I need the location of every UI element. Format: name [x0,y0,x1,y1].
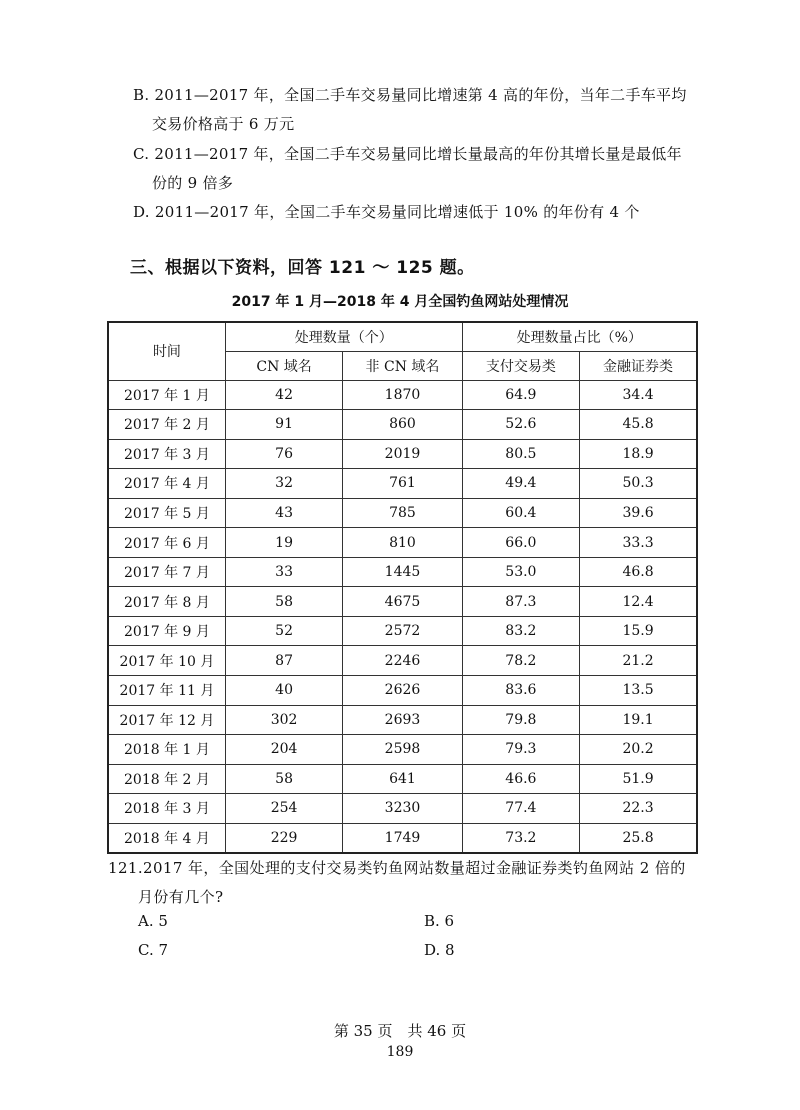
table-row [108,439,697,469]
cell-time: 2017 年 7 月 [108,557,225,587]
cell-noncn: 1445 [343,557,462,587]
cell-cn: 40 [225,675,342,705]
cell-time: 2017 年 1 月 [108,380,225,410]
cell-pay: 79.8 [462,705,579,735]
cell-cn: 254 [225,794,342,824]
cell-time: 2017 年 6 月 [108,528,225,558]
cell-pay: 60.4 [462,498,579,528]
header-time: 时间 [108,322,225,380]
option-b-line2: 交易价格高于 6 万元 [152,115,295,133]
cell-noncn: 761 [343,469,462,499]
table-row [108,616,697,646]
table-row [108,705,697,735]
cell-pay: 49.4 [462,469,579,499]
section-heading: 三、根据以下资料，回答 121 ～ 125 题。 [130,258,475,278]
subheader-fin: 金融证券类 [580,351,697,380]
cell-pay: 53.0 [462,557,579,587]
cell-pay: 80.5 [462,439,579,469]
question-line1: 121.2017 年，全国处理的支付交易类钓鱼网站数量超过金融证券类钓鱼网站 2 倍的 [108,859,686,877]
table-row [108,528,697,558]
table-row [108,469,697,499]
table-row [108,410,697,440]
table-row [108,587,697,617]
table-title: 2017 年 1 月—2018 年 4 月全国钓鱼网站处理情况 [231,294,569,310]
option-d-line1: D. 2011—2017 年，全国二手车交易量同比增速低于 10% 的年份有 4 个 [133,203,640,221]
subheader-noncn: 非 CN 域名 [343,351,462,380]
cell-noncn: 2572 [343,616,462,646]
cell-fin: 25.8 [580,823,697,853]
cell-cn: 33 [225,557,342,587]
cell-time: 2017 年 12 月 [108,705,225,735]
cell-noncn: 1870 [343,380,462,410]
cell-cn: 52 [225,616,342,646]
cell-time: 2018 年 4 月 [108,823,225,853]
cell-pay: 83.6 [462,675,579,705]
cell-cn: 19 [225,528,342,558]
table-row [108,498,697,528]
cell-fin: 12.4 [580,587,697,617]
cell-fin: 15.9 [580,616,697,646]
cell-pay: 78.2 [462,646,579,676]
header-count: 处理数量（个） [225,322,462,351]
cell-cn: 58 [225,587,342,617]
cell-pay: 52.6 [462,410,579,440]
cell-cn: 58 [225,764,342,794]
choice-d: D. 8 [424,941,455,959]
table-row [108,794,697,824]
cell-pay: 66.0 [462,528,579,558]
cell-fin: 46.8 [580,557,697,587]
cell-time: 2018 年 1 月 [108,735,225,765]
cell-time: 2017 年 5 月 [108,498,225,528]
subheader-cn: CN 域名 [225,351,342,380]
footer-page-number: 189 [386,1044,414,1060]
cell-noncn: 2626 [343,675,462,705]
cell-pay: 73.2 [462,823,579,853]
cell-cn: 91 [225,410,342,440]
cell-noncn: 810 [343,528,462,558]
cell-fin: 20.2 [580,735,697,765]
cell-fin: 34.4 [580,380,697,410]
cell-fin: 39.6 [580,498,697,528]
cell-noncn: 860 [343,410,462,440]
cell-noncn: 4675 [343,587,462,617]
cell-pay: 83.2 [462,616,579,646]
cell-cn: 302 [225,705,342,735]
cell-pay: 77.4 [462,794,579,824]
cell-time: 2017 年 8 月 [108,587,225,617]
table-row [108,646,697,676]
question-line2: 月份有几个? [138,888,224,906]
cell-noncn: 641 [343,764,462,794]
cell-time: 2017 年 9 月 [108,616,225,646]
table-row [108,675,697,705]
cell-noncn: 785 [343,498,462,528]
choice-c: C. 7 [138,941,169,959]
cell-cn: 204 [225,735,342,765]
cell-fin: 33.3 [580,528,697,558]
cell-time: 2017 年 11 月 [108,675,225,705]
cell-noncn: 3230 [343,794,462,824]
cell-pay: 87.3 [462,587,579,617]
table-row [108,764,697,794]
table-body [108,380,697,853]
cell-cn: 87 [225,646,342,676]
cell-pay: 46.6 [462,764,579,794]
option-c-line1: C. 2011—2017 年，全国二手车交易量同比增长量最高的年份其增长量是最低年 [133,145,682,163]
cell-cn: 229 [225,823,342,853]
cell-cn: 32 [225,469,342,499]
cell-fin: 50.3 [580,469,697,499]
cell-fin: 18.9 [580,439,697,469]
footer-page-label: 第 35 页 共 46 页 [333,1022,467,1040]
table-row [108,823,697,853]
cell-pay: 79.3 [462,735,579,765]
cell-noncn: 1749 [343,823,462,853]
table-row [108,380,697,410]
table-row [108,735,697,765]
table-row [108,557,697,587]
cell-fin: 13.5 [580,675,697,705]
cell-time: 2018 年 2 月 [108,764,225,794]
cell-time: 2017 年 3 月 [108,439,225,469]
option-c-line2: 份的 9 倍多 [152,174,234,192]
cell-pay: 64.9 [462,380,579,410]
cell-fin: 21.2 [580,646,697,676]
cell-noncn: 2019 [343,439,462,469]
cell-time: 2018 年 3 月 [108,794,225,824]
cell-time: 2017 年 2 月 [108,410,225,440]
cell-fin: 19.1 [580,705,697,735]
cell-fin: 22.3 [580,794,697,824]
cell-time: 2017 年 4 月 [108,469,225,499]
cell-time: 2017 年 10 月 [108,646,225,676]
phishing-table [107,321,698,854]
cell-cn: 42 [225,380,342,410]
cell-cn: 76 [225,439,342,469]
option-b-line1: B. 2011—2017 年，全国二手车交易量同比增速第 4 高的年份，当年二手车平均 [133,86,687,104]
cell-noncn: 2598 [343,735,462,765]
cell-noncn: 2693 [343,705,462,735]
header-ratio: 处理数量占比（%） [462,322,697,351]
choice-a: A. 5 [138,912,168,930]
cell-fin: 45.8 [580,410,697,440]
cell-fin: 51.9 [580,764,697,794]
choice-b: B. 6 [424,912,455,930]
cell-noncn: 2246 [343,646,462,676]
subheader-pay: 支付交易类 [462,351,579,380]
cell-cn: 43 [225,498,342,528]
